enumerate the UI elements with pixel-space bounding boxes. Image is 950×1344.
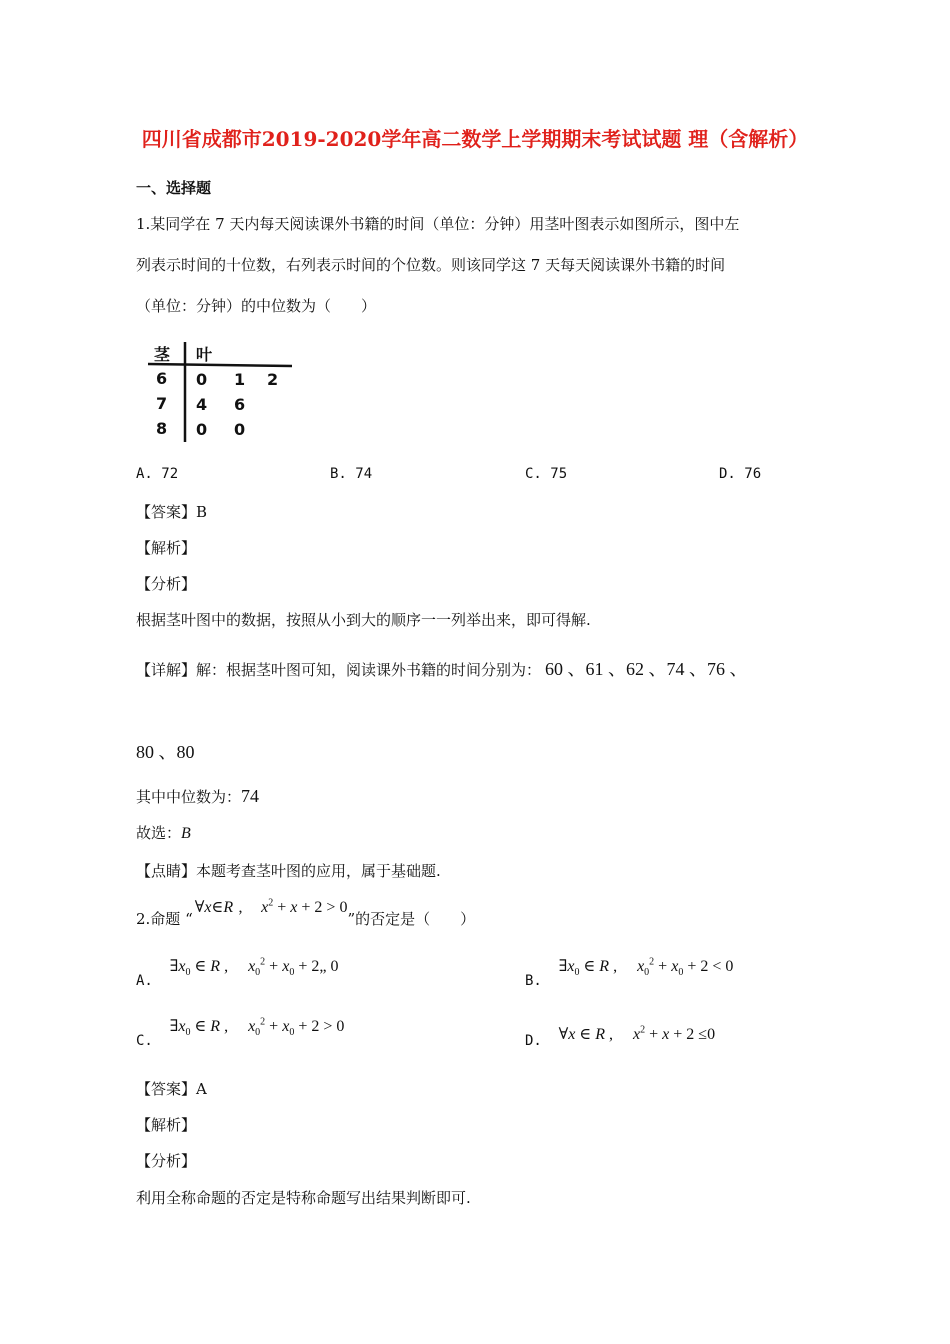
q1-detail-values-cont: 80 、80	[136, 742, 195, 762]
q1-detail	[136, 655, 748, 681]
q2-stem-prefix: 2.命题 “	[136, 910, 193, 928]
q2-option-d-label: D.	[525, 1033, 542, 1049]
page-title: 四川省成都市2019-2020学年高二数学上学期期末考试试题 理（含解析）	[141, 127, 809, 151]
leaf-value: 0	[196, 420, 208, 439]
q1-text-line2: 列表示时间的十位数，右列表示时间的个位数。则该同学这 7 天每天阅读课外书籍的时间	[136, 256, 726, 274]
q2-option-a-formula: $\exists x_0$ ∈ R , $x_0^2 + x_0$ + 2„ 0	[169, 956, 339, 979]
stem-value: 8	[156, 419, 168, 438]
q1-comment: 【点睛】本题考查茎叶图的应用，属于基础题.	[136, 862, 441, 880]
q2-option-a-label: A.	[136, 973, 153, 989]
q2-premise-formula: ∀x∈R , $x^2 + x + 2 > 0$	[194, 897, 348, 916]
q1-option-d: D. 76	[719, 466, 762, 482]
q2-option-d-formula: ∀x ∈ R , $x^2 + x + 2 \le 0$	[558, 1024, 716, 1043]
stem-header: 茎	[154, 345, 171, 364]
q1-option-a: A. 72	[136, 466, 179, 482]
q1-median	[136, 786, 259, 807]
leaf-value: 0	[234, 420, 246, 439]
q2-stem	[136, 896, 475, 936]
stem-value: 6	[156, 369, 168, 388]
q1-median-value: 74	[241, 786, 260, 806]
leaf-value: 0	[196, 370, 208, 389]
q2-analysis: 利用全称命题的否定是特称命题写出结果判断即可.	[136, 1189, 471, 1207]
q1-fenxi: 【分析】	[136, 575, 197, 593]
q1-choose	[136, 822, 191, 843]
leaf-value: 2	[267, 370, 279, 389]
q2-answer: 【答案】A	[136, 1080, 207, 1098]
q2-option-b-formula: $\exists x_0$ ∈ R , $x_0^2 + x_0 + 2 < 0$	[558, 956, 734, 979]
leaf-value: 4	[196, 395, 208, 414]
q2-option-b-label: B.	[525, 973, 542, 989]
q2-jiexi: 【解析】	[136, 1116, 197, 1134]
q1-jiexi: 【解析】	[136, 539, 197, 557]
q2-fenxi: 【分析】	[136, 1152, 197, 1170]
q2-option-c-formula: $\exists x_0$ ∈ R , $x_0^2 + x_0 + 2 > 0$	[169, 1016, 345, 1039]
leaf-value: 1	[234, 370, 246, 389]
q2-option-d	[525, 1016, 716, 1049]
leaf-value: 6	[234, 395, 246, 414]
q1-choose-label: 故选：	[136, 824, 182, 842]
section-heading: 一、选择题	[136, 179, 212, 197]
q2-option-c-label: C.	[136, 1033, 153, 1049]
q1-detail-label: 【详解】解：根据茎叶图可知，阅读课外书籍的时间分别为：	[136, 661, 542, 679]
q1-median-label: 其中中位数为：	[136, 788, 242, 806]
q1-answer: 【答案】B	[136, 503, 208, 521]
stem-leaf-plot	[140, 336, 300, 446]
q1-choose-value: B	[181, 825, 191, 842]
q1-option-c: C. 75	[525, 466, 568, 482]
q2-stem-suffix: ”的否定是（ ）	[347, 910, 476, 928]
q1-analysis: 根据茎叶图中的数据，按照从小到大的顺序一一列举出来，即可得解.	[136, 611, 591, 629]
q2-option-b	[525, 956, 734, 989]
q2-option-a	[136, 956, 339, 989]
q1-option-b: B. 74	[330, 466, 373, 482]
stem-value: 7	[156, 394, 168, 413]
q1-text-line3: （单位：分钟）的中位数为（ ）	[136, 297, 377, 315]
q1-text-line1: 1.某同学在 7 天内每天阅读课外书籍的时间（单位：分钟）用茎叶图表示如图所示，图中左	[136, 215, 740, 233]
q2-option-c	[136, 1016, 345, 1049]
q1-detail-values: 60 、61 、62 、74 、76 、	[545, 659, 748, 679]
leaf-header: 叶	[196, 345, 213, 364]
